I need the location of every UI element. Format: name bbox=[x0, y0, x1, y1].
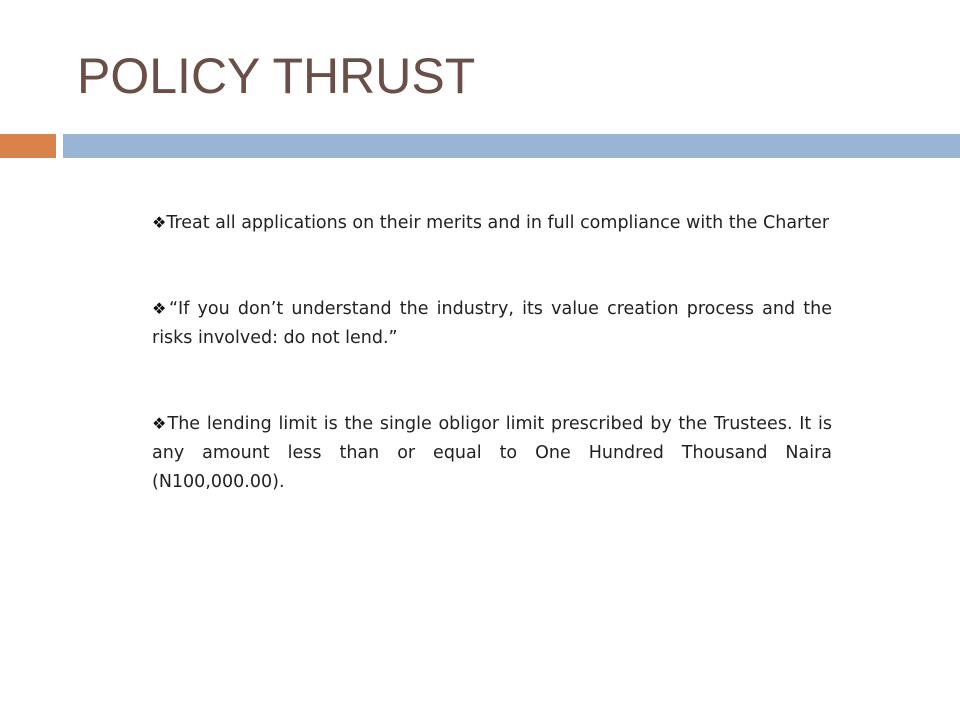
diamond-bullet-icon: ❖ bbox=[152, 299, 169, 318]
accent-bar bbox=[0, 134, 56, 158]
bullet-item bbox=[152, 409, 832, 497]
bullet-item bbox=[152, 294, 832, 353]
diamond-bullet-icon: ❖ bbox=[152, 414, 168, 433]
title-rule-bar bbox=[63, 134, 960, 158]
diamond-bullet-icon: ❖ bbox=[152, 213, 167, 232]
bullet-text: Treat all applications on their merits and in full compliance with the Charter bbox=[166, 213, 830, 233]
bullet-item bbox=[152, 208, 832, 238]
bullet-text: “If you don’t understand the industry, its value creation process and the risks involved: do not lend.” bbox=[152, 299, 832, 348]
bullet-text: The lending limit is the single obligor limit prescribed by the Trustees. It is any amount less than or equal to One Hundred Thousand Naira (N100,000.00). bbox=[152, 414, 833, 492]
slide-title: POLICY THRUST bbox=[77, 48, 476, 104]
